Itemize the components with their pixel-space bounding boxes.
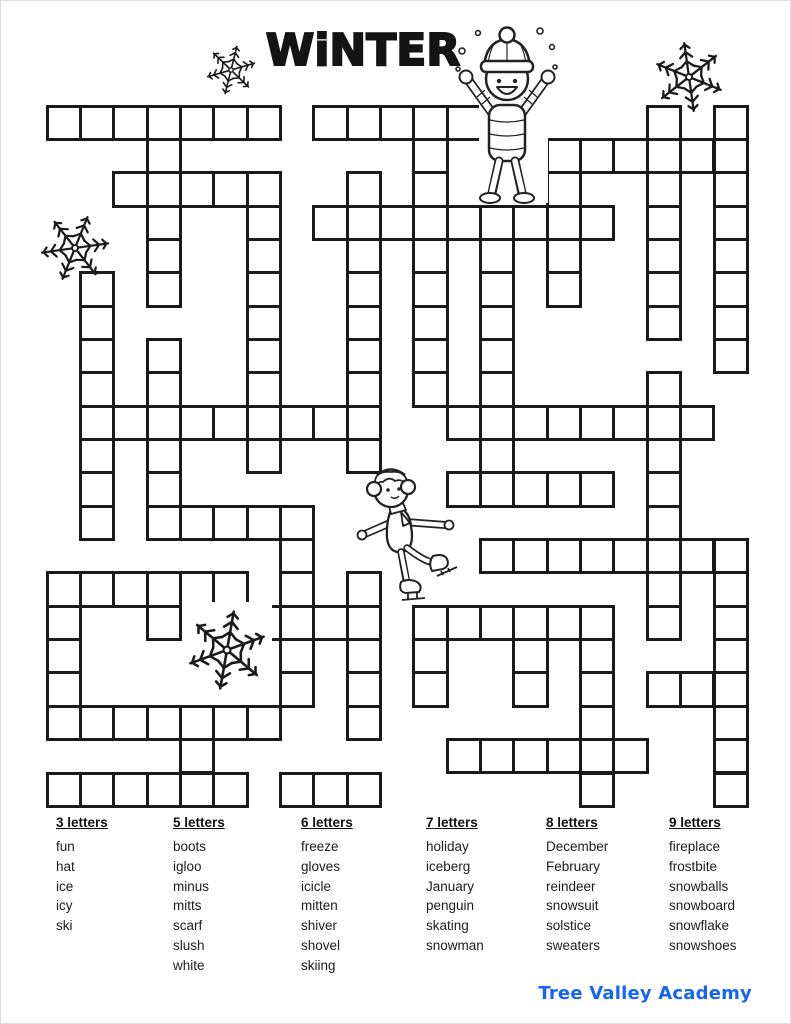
word-list-word: penguin: [426, 898, 475, 914]
page-title: WiNTER: [265, 25, 461, 76]
word-list-word: frostbite: [669, 858, 718, 874]
word-list-word: skating: [426, 918, 469, 934]
word-list-word: ski: [56, 918, 73, 934]
word-list-word: icy: [56, 898, 73, 914]
word-list-word: holiday: [426, 839, 469, 854]
word-list-column: [669, 815, 789, 956]
word-list-word: mitten: [301, 898, 338, 914]
word-list-header: 5 letters: [173, 815, 225, 830]
word-list-header: 7 letters: [426, 815, 478, 830]
word-list-word: gloves: [301, 858, 341, 874]
word-list-word: snowflake: [669, 918, 730, 934]
word-list-word: December: [546, 839, 609, 854]
word-list-column: [301, 815, 421, 976]
snowflake-icon: [651, 39, 727, 115]
ice-skater-illustration: [353, 462, 465, 612]
word-list-word: snowballs: [669, 878, 729, 894]
word-list-word: minus: [173, 878, 210, 894]
word-list-word: snowboard: [669, 898, 736, 914]
word-list-column: [426, 815, 546, 956]
word-list-word: January: [426, 878, 475, 894]
word-list-word: mitts: [173, 898, 202, 914]
word-list-word: snowshoes: [669, 937, 737, 953]
word-list-word: fun: [56, 839, 75, 854]
word-list-header: 6 letters: [301, 815, 353, 830]
word-list-word: ice: [56, 878, 74, 894]
word-list-word: February: [546, 858, 601, 874]
word-list-word: shovel: [301, 937, 341, 953]
word-list-word: skiing: [301, 957, 336, 973]
word-list-word: iceberg: [426, 858, 471, 874]
word-list-header: 3 letters: [56, 815, 108, 830]
word-list-word: sweaters: [546, 937, 601, 953]
snowflake-icon: [204, 43, 258, 97]
word-list-column: [173, 815, 293, 976]
word-list-word: reindeer: [546, 878, 596, 894]
word-list-word: hat: [56, 858, 75, 874]
word-list-word: scarf: [173, 918, 203, 934]
snowflake-icon: [182, 602, 272, 698]
word-list-word: fireplace: [669, 839, 721, 854]
word-list-word: white: [173, 957, 205, 973]
word-list-word: snowman: [426, 937, 484, 953]
word-list-word: snowsuit: [546, 898, 599, 914]
word-list-header: 8 letters: [546, 815, 598, 830]
snowflake-icon: [38, 211, 112, 285]
word-list-column: [546, 815, 666, 956]
word-list-word: slush: [173, 937, 205, 953]
word-list-word: freeze: [301, 839, 339, 854]
word-list-word: icicle: [301, 878, 332, 894]
word-list-word: boots: [173, 839, 207, 854]
word-list-word: igloo: [173, 858, 202, 874]
brand-footer: Tree Valley Academy: [538, 983, 752, 1004]
word-list-word: shiver: [301, 918, 338, 934]
word-list-word: solstice: [546, 918, 592, 934]
word-list-header: 9 letters: [669, 815, 721, 830]
word-list-column: [56, 815, 176, 936]
